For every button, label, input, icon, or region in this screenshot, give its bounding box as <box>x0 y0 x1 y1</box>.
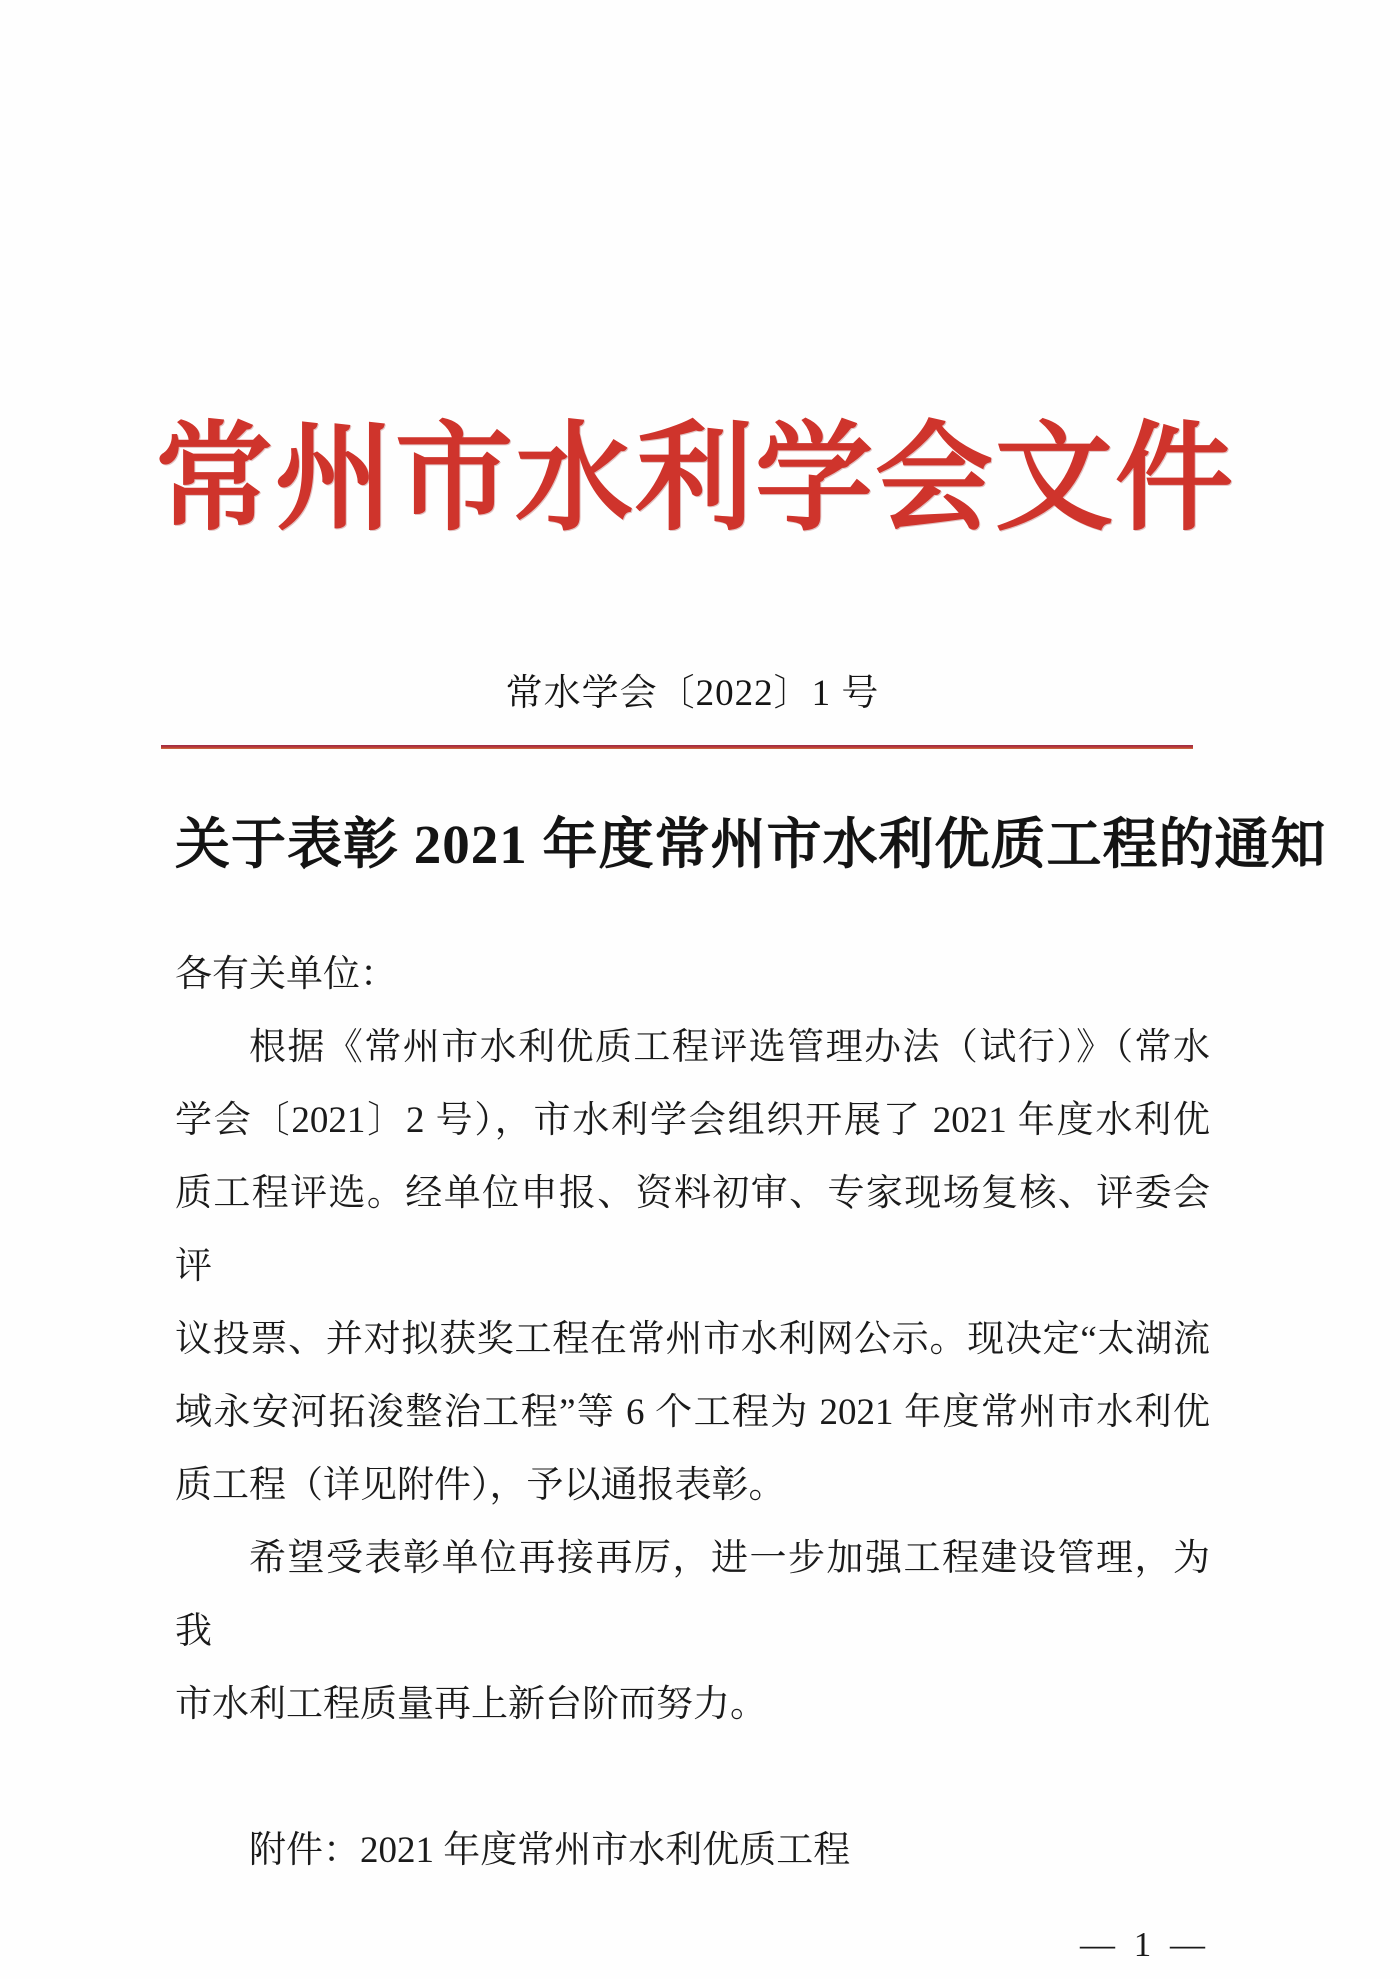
paragraph1-line-3: 质工程评选。经单位申报、资料初审、专家现场复核、评委会评 <box>175 1173 1210 1287</box>
paragraph2-line-2: 市水利工程质量再上新台阶而努力。 <box>175 1684 767 1725</box>
paragraph1-line-2: 学会〔2021〕2 号），市水利学会组织开展了 2021 年度水利优 <box>175 1100 1210 1141</box>
attachment-line: 附件：2021 年度常州市水利优质工程 <box>249 1830 851 1871</box>
paragraph1-line-4: 议投票、并对拟获奖工程在常州市水利网公示。现决定“太湖流 <box>175 1319 1210 1360</box>
paragraph1-line-5: 域永安河拓浚整治工程”等 6 个工程为 2021 年度常州市水利优 <box>175 1392 1210 1433</box>
letterhead-title: 常州市水利学会文件 <box>155 414 1236 545</box>
document-body <box>175 938 1210 1887</box>
red-separator-rule <box>161 745 1193 749</box>
paragraph2-line-1: 希望受表彰单位再接再厉，进一步加强工程建设管理，为我 <box>175 1538 1210 1652</box>
paragraph1-line-6: 质工程（详见附件），予以通报表彰。 <box>175 1465 786 1506</box>
paragraph1-line-1: 根据《常州市水利优质工程评选管理办法（试行）》（常水 <box>249 1027 1210 1068</box>
document-number: 常水学会〔2022〕1 号 <box>505 673 880 714</box>
salutation: 各有关单位： <box>175 954 397 995</box>
page-number: — 1 — <box>1080 1925 1210 1964</box>
document-title: 关于表彰 2021 年度常州市水利优质工程的通知 <box>175 814 1327 875</box>
